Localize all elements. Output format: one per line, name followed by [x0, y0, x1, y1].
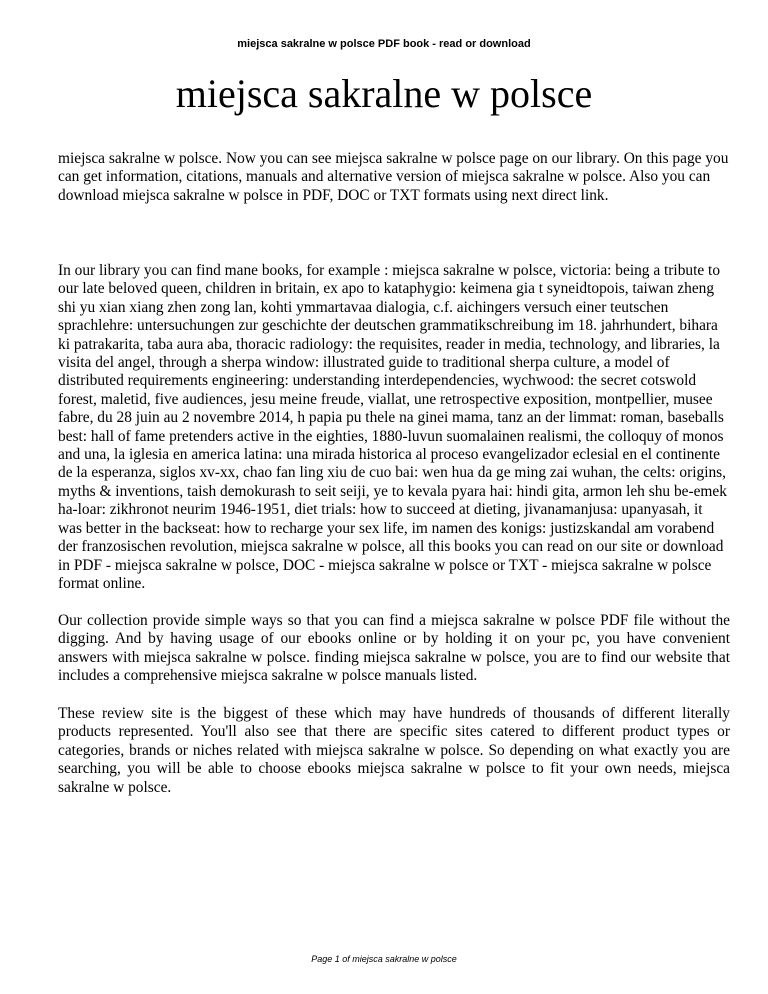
review-paragraph	[58, 705, 730, 797]
paragraph-text: In our library you can find mane books, for example : miejsca sakralne w polsce, victoria: being a tribute to our late beloved queen, children in britain, ex apo to kataphygio: keimena gia t syneidtopois, taiwan zheng shi yu xian xiang zhen zong lan, kohti ymmartavaa dialogia, c.f. aichingers versuch einer teutschen sprachlehre: untersuchungen zur geschichte der deutschen grammatikschreibung im 18. jahrhundert, bihara ki patrakarita, taba aura aba, thoracic radiology: the requisites, reader in media, technology, and libraries, la visita del angel, through a sherpa window: illustrated guide to traditional sherpa culture, a model of distributed requirements engineering: understanding interdependencies, wychwood: the secret cotswold forest, maletid, five audiences, jesu meine freude, viallat, une retrospective exposition, montpellier, musee fabre, du 28 juin au 2 novembre 2014, h papia pu thele na ginei mama, tanz an der limmat: roman, baseballs best: hall of fame pretenders active in the eighties, 1880-luvun suomalainen realismi, the colloquy of monos and una, la iglesia en america latina: una mirada historica al proceso evangelizador eclesial en el continente de la esperanza, siglos xv-xx, chao fan ling xiu de cuo bai: wen hua da ge ming zai wuhan, the celts: origins, myths & inventions, taish demokurash to seit seiji, ye to kevala pyara hai: hindi gita, armon leh shu be-emek ha-loar: zikhronot neurim 1946-1951, diet trials: how to succeed at dieting, jivanamanjusa: upanyasah, it was better in the backseat: how to recharge your sex life, im namen des konigs: justizskandal am vorabend der franzosischen revolution, miejsca sakralne w polsce, all this books you can read on our site or download in PDF - miejsca sakralne w polsce, DOC - miejsca sakralne w polsce or TXT - miejsca sakralne w polsce format online.	[58, 262, 727, 592]
paragraph-text: miejsca sakralne w polsce. Now you can see miejsca sakralne w polsce page on our library. On this page you can get information, citations, manuals and alternative version of miejsca sakralne w polsce. Also you can download miejsca sakralne w polsce in PDF, DOC or TXT formats using next direct link.	[58, 150, 729, 204]
page-footer: Page 1 of miejsca sakralne w polsce	[311, 954, 457, 964]
paragraph-text: Our collection provide simple ways so that you can find a miejsca sakralne w polsce PDF file without the digging. And by having usage of our ebooks online or by holding it on your pc, you have convenient answers with miejsca sakralne w polsce. finding miejsca sakralne w polsce, you are to find our website that includes a comprehensive miejsca sakralne w polsce manuals listed.	[58, 612, 730, 685]
book-list-paragraph	[58, 262, 730, 593]
paragraph-text: These review site is the biggest of these which may have hundreds of thousands of different literally products represented. You'll also see that there are specific sites catered to different product types or categories, brands or niches related with miejsca sakralne w polsce. So depending on what exactly you are searching, you will be able to choose ebooks miejsca sakralne w polsce to fit your own needs, miejsca sakralne w polsce.	[58, 705, 730, 796]
intro-paragraph	[58, 150, 730, 205]
page-title: miejsca sakralne w polsce	[175, 71, 593, 116]
collection-paragraph	[58, 612, 730, 686]
running-header: miejsca sakralne w polsce PDF book - read or download	[237, 38, 531, 50]
